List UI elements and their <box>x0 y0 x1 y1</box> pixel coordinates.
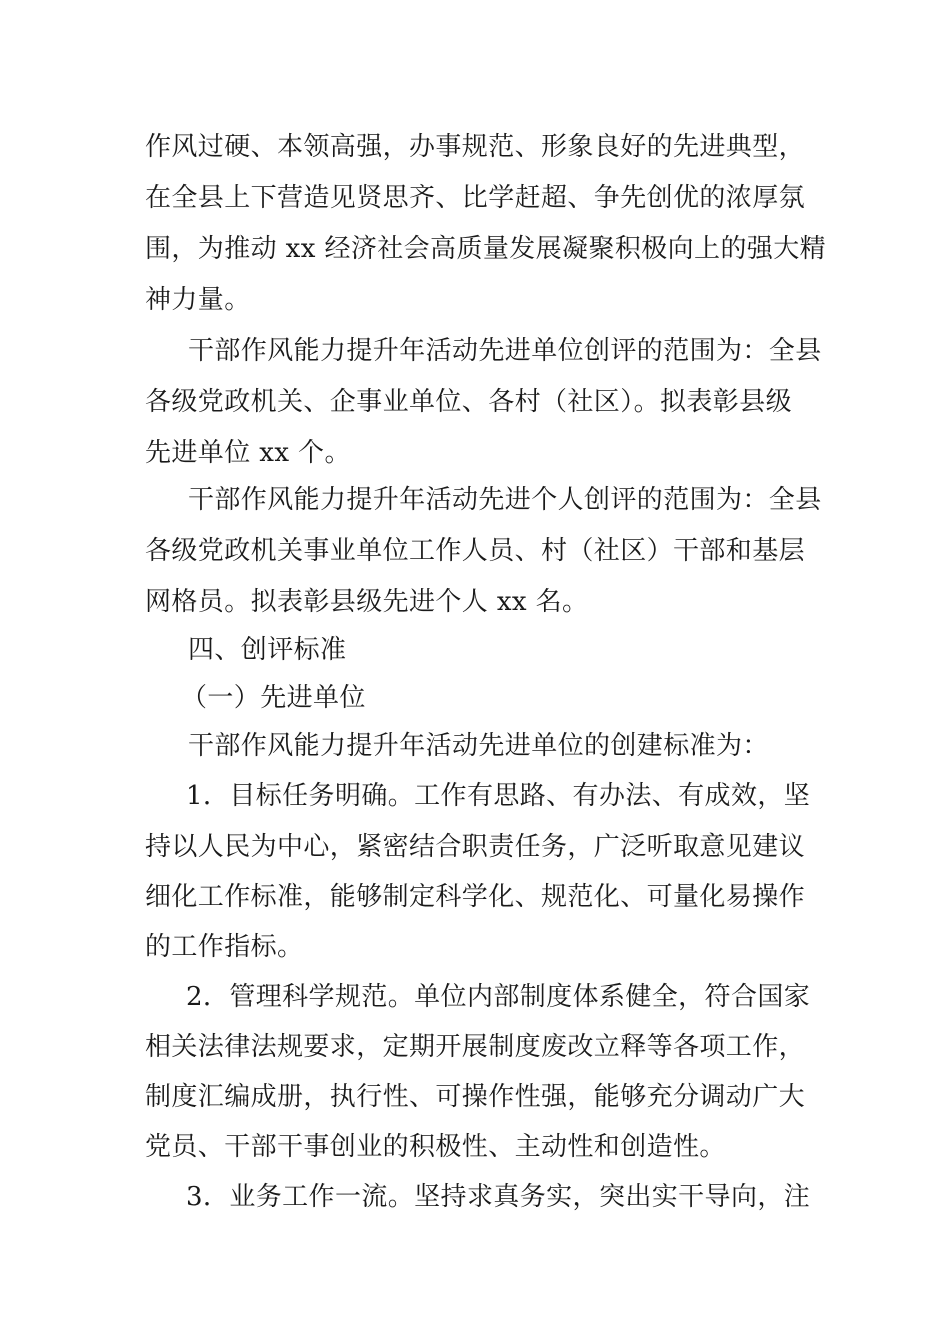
paragraph-line: 网格员。拟表彰县级先进个人 xx 名。 <box>145 587 589 617</box>
paragraph-line: 制度汇编成册，执行性、可操作性强，能够充分调动广大 <box>145 1082 806 1112</box>
paragraph-line: 各级党政机关、企事业单位、各村（社区）。拟表彰县级 <box>145 387 793 417</box>
paragraph-line: 干部作风能力提升年活动先进个人创评的范围为：全县 <box>188 485 822 515</box>
list-item-line: 2．管理科学规范。单位内部制度体系健全，符合国家 <box>186 982 811 1012</box>
paragraph-line: 干部作风能力提升年活动先进单位创评的范围为：全县 <box>188 336 822 366</box>
subsection-heading: （一）先进单位 <box>181 683 366 713</box>
paragraph-line: 先进单位 xx 个。 <box>145 438 351 468</box>
paragraph-line: 细化工作标准，能够制定科学化、规范化、可量化易操作 <box>145 882 806 912</box>
paragraph-line: 干部作风能力提升年活动先进单位的创建标准为： <box>188 731 769 761</box>
list-item-line: 1．目标任务明确。工作有思路、有办法、有成效，坚 <box>186 781 811 811</box>
paragraph-line: 各级党政机关事业单位工作人员、村（社区）干部和基层 <box>145 536 806 566</box>
paragraph-line: 相关法律法规要求，定期开展制度废改立释等各项工作， <box>145 1032 806 1062</box>
paragraph-line: 党员、干部干事创业的积极性、主动性和创造性。 <box>145 1132 726 1162</box>
paragraph-line: 围，为推动 xx 经济社会高质量发展凝聚积极向上的强大精 <box>145 234 827 264</box>
list-item-line: 3．业务工作一流。坚持求真务实，突出实干导向，注 <box>186 1182 811 1212</box>
paragraph-line: 持以人民为中心，紧密结合职责任务，广泛听取意见建议 <box>145 832 806 862</box>
section-heading: 四、创评标准 <box>188 635 347 665</box>
paragraph-line: 在全县上下营造见贤思齐、比学赶超、争先创优的浓厚氛 <box>145 183 806 213</box>
paragraph-line: 作风过硬、本领高强，办事规范、形象良好的先进典型， <box>145 132 806 162</box>
paragraph-line: 神力量。 <box>145 285 251 315</box>
paragraph-line: 的工作指标。 <box>145 932 304 962</box>
